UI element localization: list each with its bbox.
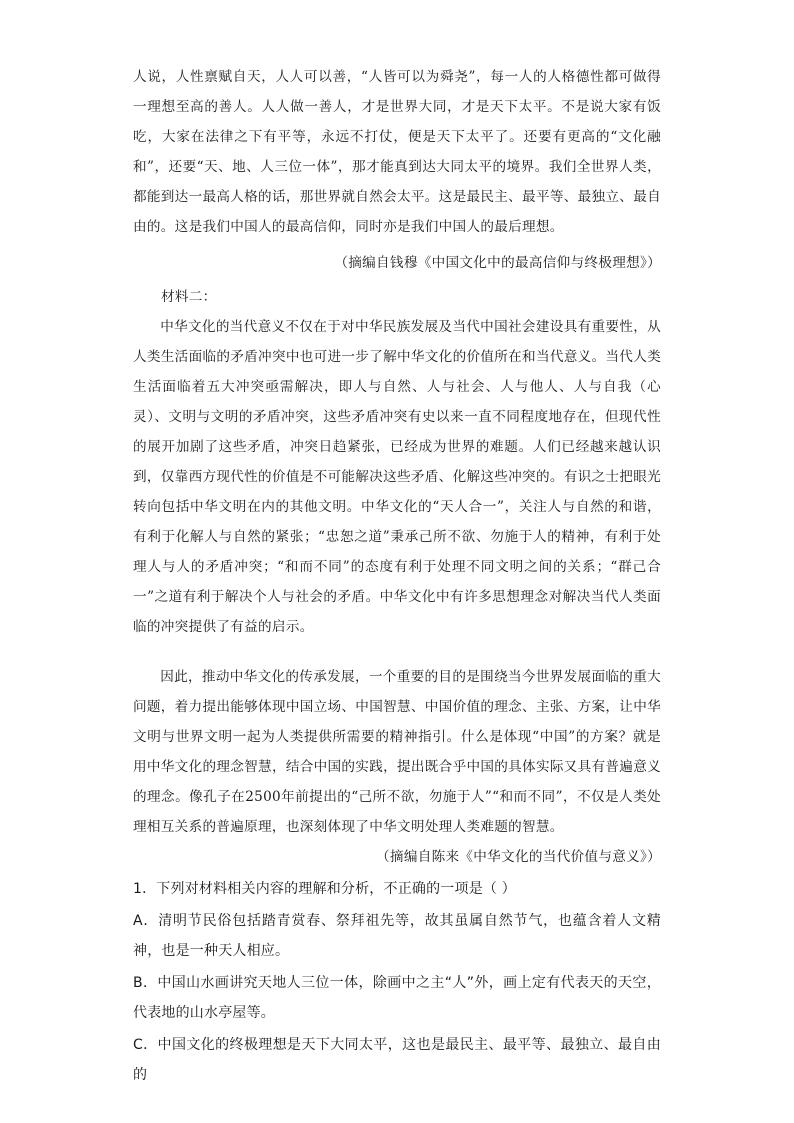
question-1-option-c: C．中国文化的终极理想是天下大同太平，这也是最民主、最平等、最独立、最自由的: [133, 1037, 661, 1083]
question-1-stem: 1．下列对材料相关内容的理解和分析，不正确的一项是（ ）: [133, 881, 516, 897]
material2-source: （摘编自陈来《中华文化的当代价值与意义》）: [376, 849, 661, 865]
material2-paragraph-1: 中华文化的当代意义不仅在于对中华民族发展及当代中国社会建设具有重要性，从人类生活面临的矛盾冲突中也可进一步了解中华文化的价值所在和当代意义。当代人类生活面临着五大冲突亟需解决，即人与自然、人与社会、人与他人、人与自我（心灵）、文明与文明的矛盾冲突，这些矛盾冲突有史以来一直不同程度地存在，但现代性的展开加剧了这些矛盾，冲突日趋紧张，已经成为世界的难题。人们已经越来越认识到，仅靠西方现代性的价值是不可能解决这些矛盾、化解这些冲突的。有识之士把眼光转向包括中华文明在内的其他文明。中华文化的“天人合一”，关注人与自然的和谐，有利于化解人与自然的紧张；“忠恕之道”秉承己所不欲、勿施于人的精神，有利于处理人与人的矛盾冲突；“和而不同”的态度有利于处理不同文明之间的关系；“群己合一”之道有利于解决个人与社会的矛盾。中华文化中有许多思想理念对解决当代人类面临的冲突提供了有益的启示。: [133, 319, 661, 635]
material1-source: （摘编自钱穆《中国文化中的最高信仰与终极理想》）: [334, 255, 661, 271]
material2-paragraph-2: 因此，推动中华文化的传承发展，一个重要的目的是围绕当今世界发展面临的重大问题，着力提出能够体现中国立场、中国智慧、中国价值的理念、主张、方案，让中华文明与世界文明一起为人类提供所需要的精神指引。什么是体现“中国”的方案？就是用中华文化的理念智慧，结合中国的实践，提出既合乎中国的具体实际又具有普遍意义的理念。像孔子在2500年前提出的“己所不欲，勿施于人”“和而不同”，不仅是人类处理相互关系的普遍原理，也深刻体现了中华文明处理人类难题的智慧。: [133, 669, 661, 835]
material1-paragraph: 人说，人性禀赋自天，人人可以善，“人皆可以为舜尧”，每一人的人格德性都可做得一理想至高的善人。人人做一善人，才是世界大同，才是天下太平。不是说大家有饭吃，大家在法律之下有平等，永远不打仗，便是天下太平了。还要有更高的“文化融和”，还要“天、地、人三位一体”，那才能真到达大同太平的境界。我们全世界人类，都能到达一最高人格的话，那世界就自然会太平。这是最民主、最平等、最独立、最自由的。这是我们中国人的最高信仰，同时亦是我们中国人的最后理想。: [133, 69, 661, 235]
question-1-option-b: B．中国山水画讲究天地人三位一体，除画中之主“人”外，画上定有代表天的天空，代表地的山水亭屋等。: [133, 975, 661, 1021]
question-1-option-a: A．清明节民俗包括踏青赏春、祭拜祖先等，故其虽属自然节气，也蕴含着人文精神，也是一种天人相应。: [133, 913, 661, 959]
material2-label: 材料二：: [161, 289, 217, 305]
